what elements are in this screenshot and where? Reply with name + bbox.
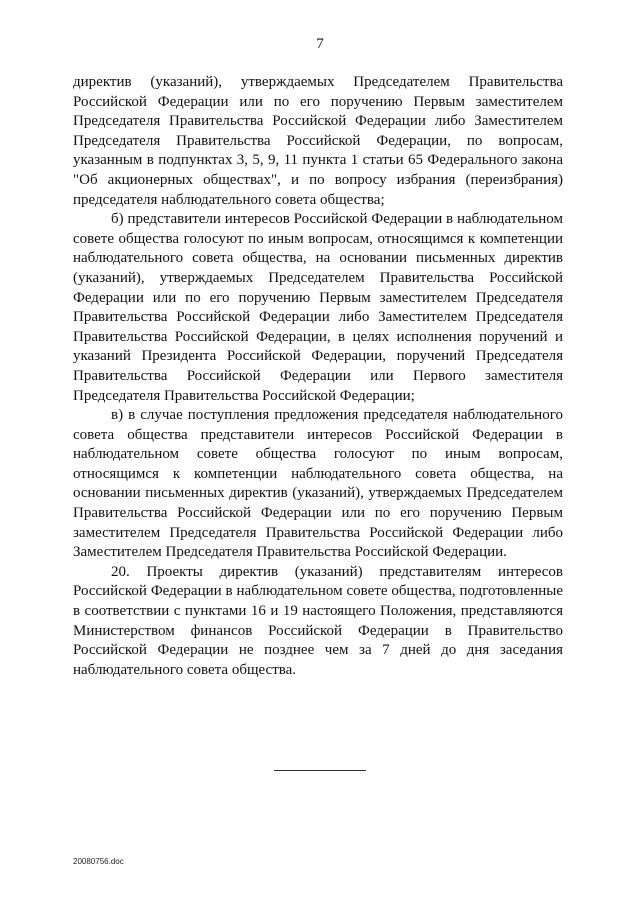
footer-filename: 20080756.doc — [73, 857, 124, 866]
paragraph-clause-20: 20. Проекты директив (указаний) представителям интересов Российской Федерации в наблюдательном совете общества, подготовленные в соответствии с пунктами 16 и 19 настоящего Положения, представляются Министерством финансов Российской Федерации в Правительство Российской Федерации не позднее чем за 7 дней до дня заседания наблюдательного совета общества. — [73, 563, 563, 678]
document-body — [73, 73, 563, 680]
paragraph-item-v: в) в случае поступления предложения председателя наблюдательного совета общества представители интересов Российской Федерации в наблюдательном совете общества голосуют по иным вопросам, относящимся к компетенции наблюдательного совета общества, на основании письменных директив (указаний), утверждаемых Председателем Правительства Российской Федерации или по его поручению Первым заместителем Председателя Правительства Российской Федерации либо Заместителем Председателя Правительства Российской Федерации. — [73, 407, 563, 561]
paragraph-continuation: директив (указаний), утверждаемых Председателем Правительства Российской Федерации или по его поручению Первым заместителем Председателя Правительства Российской Федерации либо Заместителем Председателя Правительства Российской Федерации, по вопросам, указанным в подпунктах 3, 5, 9, 11 пункта 1 статьи 65 Федерального закона "Об акционерных обществах", и по вопросу избрания (переизбрания) председателя наблюдательного совета общества; — [73, 74, 563, 208]
page-number: 7 — [316, 36, 324, 52]
end-divider — [274, 770, 366, 771]
paragraph-item-b: б) представители интересов Российской Федерации в наблюдательном совете общества голосуют по иным вопросам, относящимся к компетенции наблюдательного совета общества, на основании письменных директив (указаний), утверждаемых Председателем Правительства Российской Федерации или по его поручению Первым заместителем Председателя Правительства Российской Федерации либо Заместителем Председателя Правительства Российской Федерации, в целях исполнения поручений и указаний Президента Российской Федерации, поручений Председателя Правительства Российской Федерации или Первого заместителя Председателя Правительства Российской Федерации; — [73, 211, 563, 404]
